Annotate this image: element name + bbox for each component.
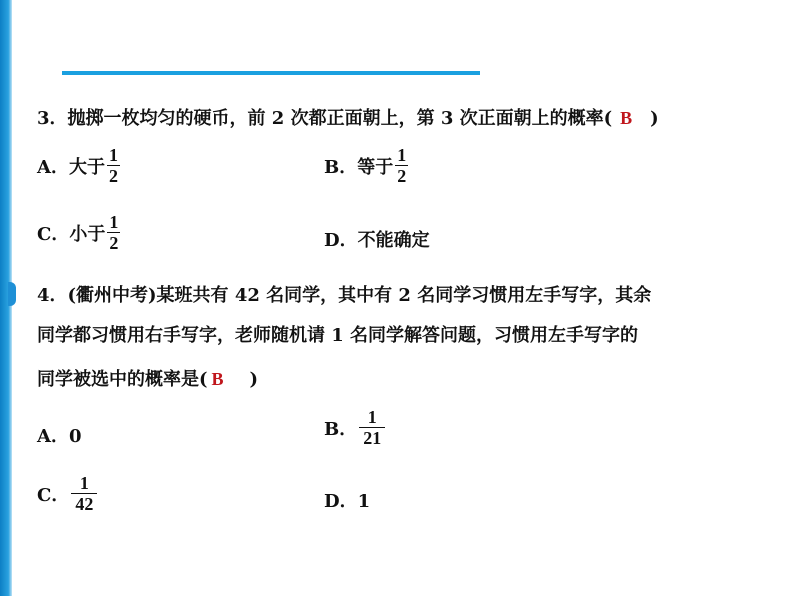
q4-stem-line-2: 同学都习惯用右手写字，老师随机请 1 名同学解答问题，习惯用左手写字的 (37, 325, 639, 346)
q4-answer: B (211, 369, 224, 389)
q3-answer: B (620, 108, 633, 128)
q3-option-a: A．大于 $\frac{1}{2}$ (37, 145, 118, 186)
q4-option-b: B． $\frac{1}{21}$ (324, 408, 385, 447)
q4-option-c-fraction: $\frac{1}{42}$ (71, 474, 97, 513)
q4-option-a: A．0 (37, 426, 82, 447)
q3-option-a-fraction: $\frac{1}{2}$ (108, 145, 118, 186)
q4-stem-line-3: 同学被选中的概率是( B ) (37, 369, 259, 390)
header-divider (62, 71, 480, 75)
q3-option-c-fraction: $\frac{1}{2}$ (109, 212, 119, 253)
q3-option-c: C．小于 $\frac{1}{2}$ (37, 212, 119, 253)
q3-option-d: D．不能确定 (324, 230, 430, 251)
q4-option-b-fraction: $\frac{1}{21}$ (359, 408, 385, 447)
q3-option-b: B．等于 $\frac{1}{2}$ (324, 145, 407, 186)
q4-option-d: D．1 (324, 491, 371, 512)
q3-option-b-fraction: $\frac{1}{2}$ (397, 145, 407, 186)
q4-option-c: C． $\frac{1}{42}$ (37, 474, 97, 513)
q4-stem-line-1: 4．(衢州中考)某班共有 42 名同学，其中有 2 名同学习惯用左手写字，其余 (37, 285, 652, 306)
q3-stem: 3．抛掷一枚均匀的硬币，前 2 次都正面朝上，第 3 次正面朝上的概率( B ) (37, 108, 659, 129)
left-accent-tab (8, 282, 16, 306)
